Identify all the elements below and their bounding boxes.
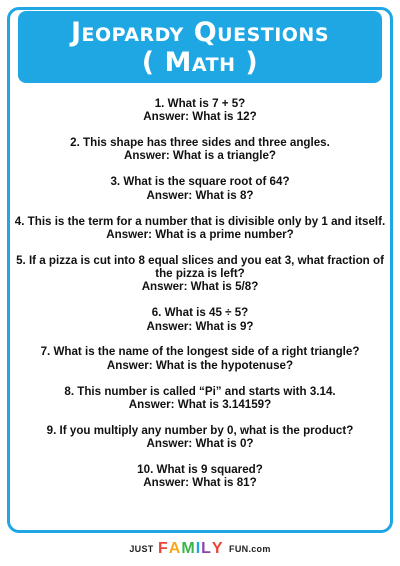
question-text: 7. What is the name of the longest side of a right triangle? (40, 345, 360, 359)
page-title: Jeopardy Questions (70, 17, 330, 48)
list-item (14, 306, 386, 333)
list-item (14, 175, 386, 202)
answer-text: Answer: What is 12? (143, 110, 257, 124)
answer-text: Answer: What is 81? (143, 476, 257, 490)
title-banner (18, 11, 382, 83)
question-text: 1. What is 7 + 5? (154, 97, 246, 110)
answer-text: Answer: What is 3.14159? (128, 397, 272, 411)
list-item (14, 215, 386, 242)
list-item (14, 136, 386, 163)
brand-prefix: JUST (129, 544, 154, 554)
answer-text: Answer: What is 0? (146, 437, 254, 451)
question-text: 5. If a pizza is cut into 8 equal slices and you eat 3, what fraction of the pizza is left? (16, 253, 384, 281)
list-item (14, 345, 386, 372)
brand-letter: F (158, 540, 169, 557)
question-list (14, 97, 386, 502)
question-text: 10. What is 9 squared? (137, 462, 263, 476)
answer-text: Answer: What is a triangle? (123, 149, 277, 163)
question-text: 6. What is 45 ÷ 5? (151, 306, 249, 320)
page-subtitle: ( Math ) (141, 47, 259, 78)
brand-suffix: FUN.com (229, 544, 271, 554)
list-item (14, 97, 386, 124)
question-text: 9. If you multiply any number by 0, what is the product? (46, 423, 354, 437)
list-item (14, 463, 386, 490)
answer-text: Answer: What is the hypotenuse? (106, 358, 294, 372)
question-text: 3. What is the square root of 64? (110, 175, 290, 189)
brand-letter: A (168, 540, 182, 557)
answer-text: Answer: What is 5/8? (141, 280, 259, 294)
brand-wordmark (158, 540, 229, 557)
list-item (14, 385, 386, 412)
answer-text: Answer: What is 9? (146, 319, 254, 333)
answer-text: Answer: What is 8? (146, 188, 254, 202)
question-text: 8. This number is called “Pi” and starts with 3.14. (64, 384, 336, 398)
answer-text: Answer: What is a prime number? (106, 227, 294, 241)
brand-letter: I (195, 540, 202, 557)
question-text: 4. This is the term for a number that is divisible only by 1 and itself. (14, 214, 386, 228)
question-text: 2. This shape has three sides and three angles. (70, 136, 330, 150)
list-item (14, 424, 386, 451)
brand-letter: L (201, 540, 212, 557)
brand-letter: M (181, 540, 196, 557)
brand-letter: Y (211, 540, 224, 557)
list-item (14, 254, 386, 294)
brand-logo (0, 540, 400, 560)
